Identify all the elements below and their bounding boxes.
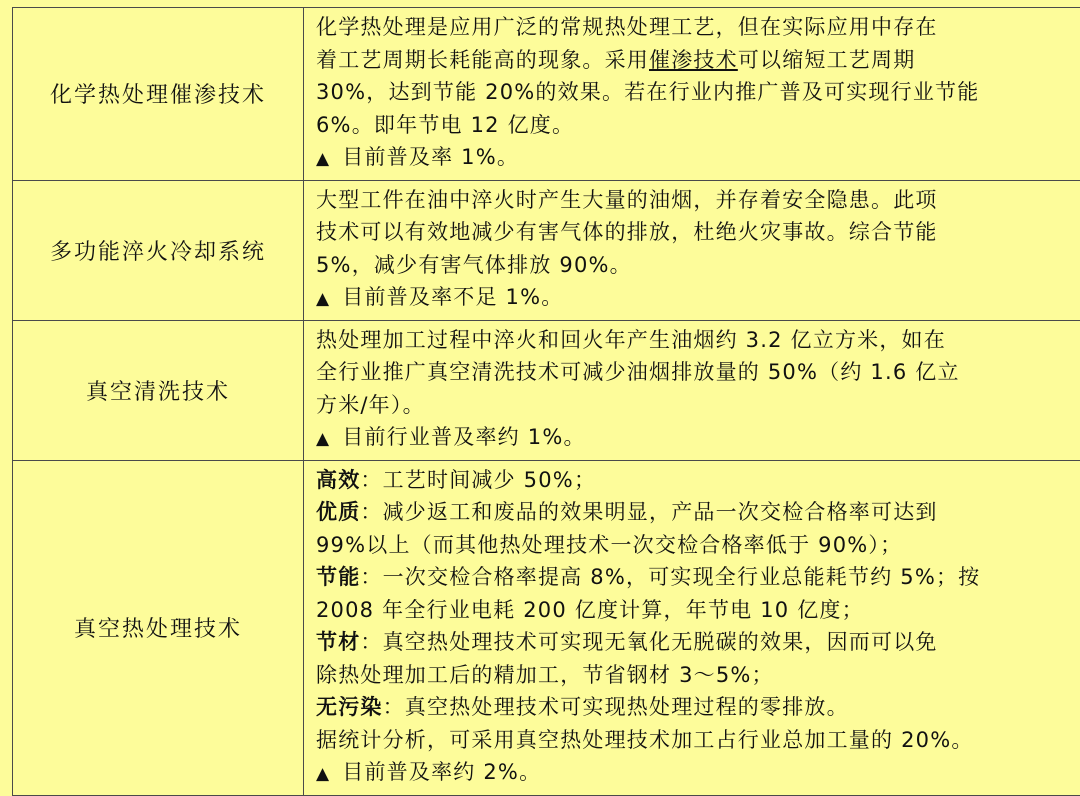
description-line xyxy=(316,44,1070,77)
document-sheet xyxy=(12,7,1056,767)
description-line: 热处理加工过程中淬火和回火年产生油烟约 3.2 亿立方米，如在 xyxy=(316,324,1070,357)
description-text: 除热处理加工后的精加工，节省钢材 3～5%； xyxy=(316,663,774,687)
tech-description xyxy=(304,180,1080,320)
description-line: 方米/年）。 xyxy=(316,389,1070,422)
note-text: 目前普及率不足 1%。 xyxy=(342,285,563,309)
note-text: 目前行业普及率约 1%。 xyxy=(342,425,585,449)
description-line xyxy=(316,464,1070,497)
description-line: 30%，达到节能 20%的效果。若在行业内推广普及可实现行业节能 xyxy=(316,76,1070,109)
description-line: 全行业推广真空清洗技术可减少油烟排放量的 50%（约 1.6 亿立 xyxy=(316,356,1070,389)
description-line: 大型工件在油中淬火时产生大量的油烟，并存着安全隐患。此项 xyxy=(316,184,1070,217)
penetration-note xyxy=(316,141,1070,176)
technology-table xyxy=(12,7,1080,796)
note-text: 目前普及率 1%。 xyxy=(342,145,519,169)
description-line xyxy=(316,529,1070,562)
tech-description xyxy=(304,8,1080,181)
description-text: ：减少返工和废品的效果明显，产品一次交检合格率可达到 xyxy=(360,500,937,524)
triangle-icon: ▲ xyxy=(316,283,330,316)
triangle-icon: ▲ xyxy=(316,423,330,456)
description-line xyxy=(316,626,1070,659)
description-line xyxy=(316,659,1070,692)
description-text: 2008 年全行业电耗 200 亿度计算，年节电 10 亿度； xyxy=(316,598,864,622)
description-text: 可以缩短工艺周期 xyxy=(738,48,916,72)
table-row xyxy=(13,320,1080,460)
description-text: ：真空热处理技术可实现无氧化无脱碳的效果，因而可以免 xyxy=(360,630,937,654)
penetration-note xyxy=(316,756,1070,791)
description-text: ：工艺时间减少 50%； xyxy=(360,468,596,492)
description-line xyxy=(316,561,1070,594)
keyword: 节材 xyxy=(316,630,360,654)
underlined-term: 催渗技术 xyxy=(649,48,738,72)
description-text: ：真空热处理技术可实现热处理过程的零排放。 xyxy=(383,695,849,719)
table-row xyxy=(13,460,1080,795)
note-text: 目前普及率约 2%。 xyxy=(342,760,541,784)
tech-name: 化学热处理催渗技术 xyxy=(13,8,304,181)
description-text: 99%以上（而其他热处理技术一次交检合格率低于 90%）； xyxy=(316,533,902,557)
description-text: ：一次交检合格率提高 8%，可实现全行业总能耗节约 5%；按 xyxy=(360,565,980,589)
tech-description xyxy=(304,460,1080,795)
description-line: 5%，减少有害气体排放 90%。 xyxy=(316,249,1070,282)
description-line: 化学热处理是应用广泛的常规热处理工艺，但在实际应用中存在 xyxy=(316,11,1070,44)
penetration-note xyxy=(316,281,1070,316)
table-row xyxy=(13,180,1080,320)
description-line: 6%。即年节电 12 亿度。 xyxy=(316,109,1070,142)
description-text: 着工艺周期长耗能高的现象。采用 xyxy=(316,48,649,72)
tech-name: 多功能淬火冷却系统 xyxy=(13,180,304,320)
keyword: 无污染 xyxy=(316,695,383,719)
penetration-note xyxy=(316,421,1070,456)
description-text: 据统计分析，可采用真空热处理技术加工占行业总加工量的 20%。 xyxy=(316,728,974,752)
table-row xyxy=(13,8,1080,181)
triangle-icon: ▲ xyxy=(316,143,330,176)
tech-name: 真空清洗技术 xyxy=(13,320,304,460)
keyword: 高效 xyxy=(316,468,360,492)
description-line: 技术可以有效地减少有害气体的排放，杜绝火灾事故。综合节能 xyxy=(316,216,1070,249)
tech-name: 真空热处理技术 xyxy=(13,460,304,795)
description-line xyxy=(316,594,1070,627)
description-line xyxy=(316,496,1070,529)
keyword: 节能 xyxy=(316,565,360,589)
tech-description xyxy=(304,320,1080,460)
description-line xyxy=(316,691,1070,724)
triangle-icon: ▲ xyxy=(316,758,330,791)
keyword: 优质 xyxy=(316,500,360,524)
description-line xyxy=(316,724,1070,757)
